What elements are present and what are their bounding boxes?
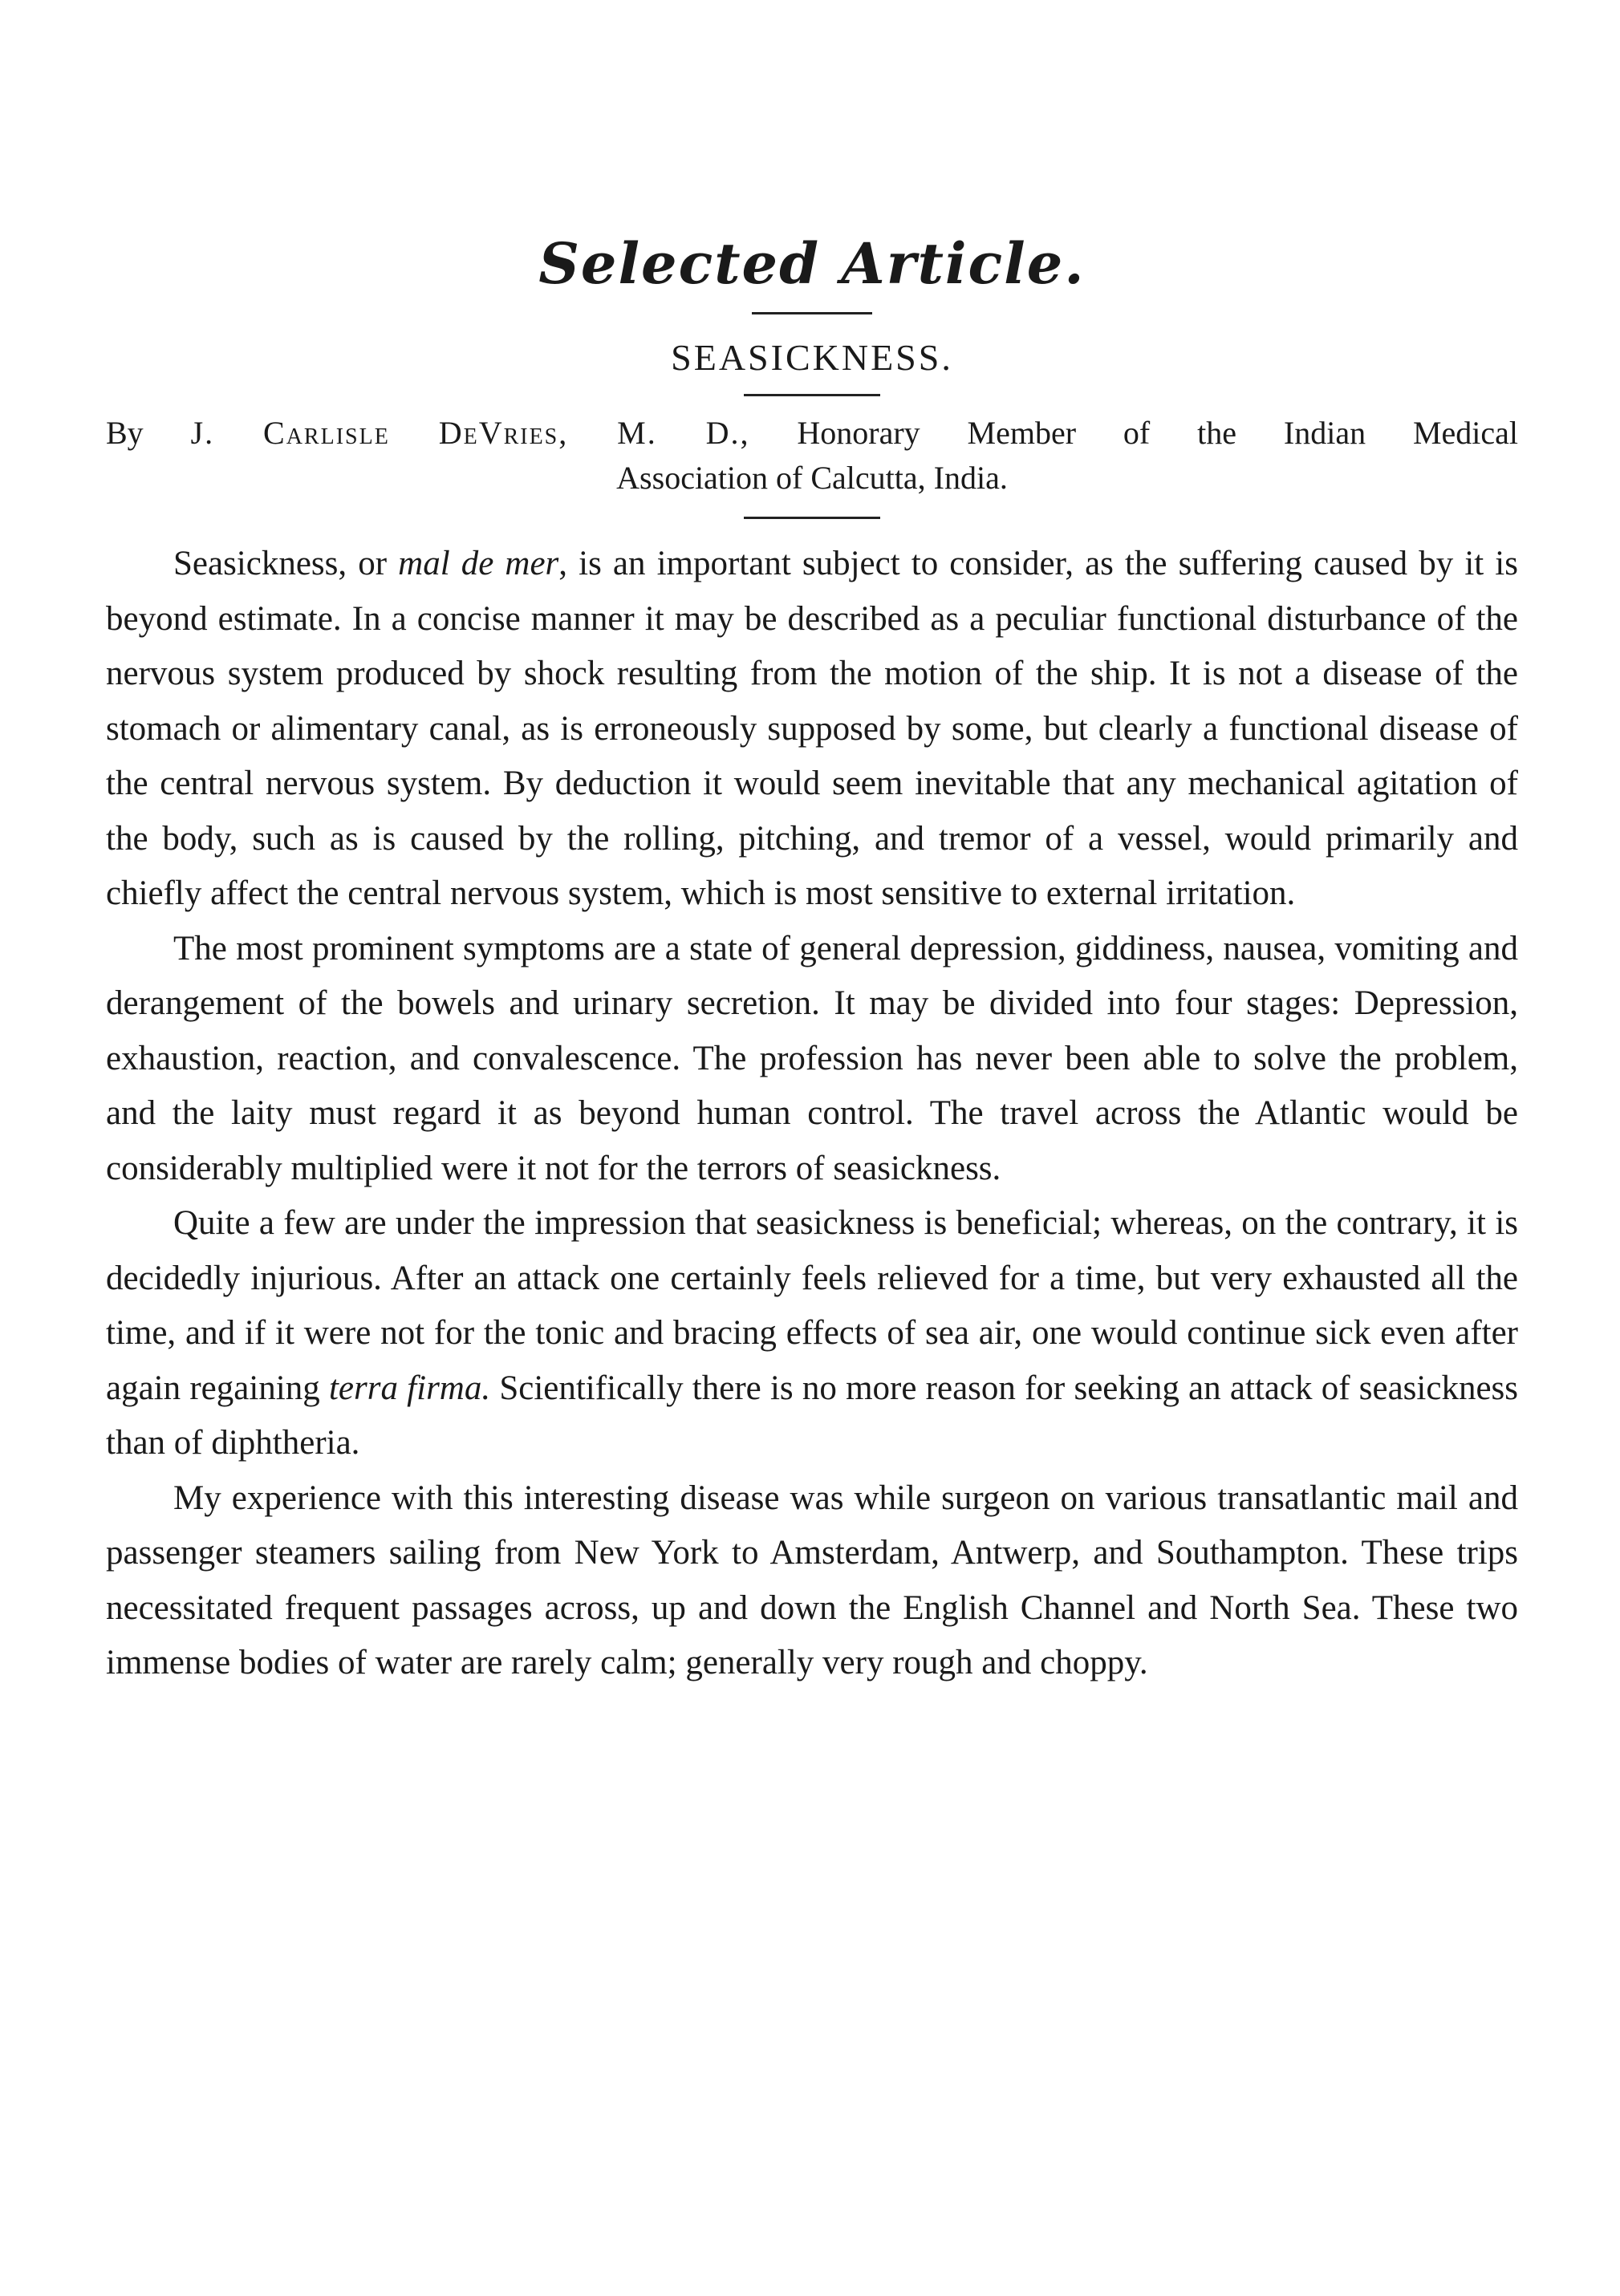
author-affiliation: Honorary Member of the Indian Medical: [797, 415, 1519, 452]
italic-phrase: mal de mer: [398, 545, 559, 583]
byline-prefix: By: [106, 415, 144, 452]
paragraph-text: Seasickness, or: [173, 545, 399, 583]
author-affiliation-cont: Association of Calcutta, India.: [616, 460, 1008, 497]
divider-rule: [744, 517, 880, 519]
paragraph-2: The most prominent symptoms are a state of general depression, giddiness, nausea, vomiting and derangement of the bowels and urinary secretion. It may be divided into four stages: Depression, exhaustion, reaction, and convalescence. The profession has never been able to solve the problem, and the laity must regard it as beyond human control. The travel across the Atlantic would be considerably multiplied were it not for the terrors of seasickness.: [106, 929, 1518, 1187]
paragraph-text: Scientifically there is no more reason for seeking an attack of seasickness than of diphtheria.: [106, 1369, 1518, 1462]
divider-rule: [752, 312, 872, 314]
paragraph-3: [106, 1196, 1518, 1471]
paragraph-text: Quite a few are under the impression that seasickness is beneficial; whereas, on the contrary, it is decidedly injurious. After an attack one certainly feels relieved for a time, but very exhausted all the time, and if it were not for the tonic and bracing effects of sea air, one would continue sick even after again regaining: [106, 1204, 1518, 1407]
paragraph-4: My experience with this interesting disease was while surgeon on various transatlantic mail and passenger steamers sailing from New York to Amsterdam, Antwerp, and Southampton. These trips necessitated frequent passages across, up and down the English Channel and North Sea. These two immense bodies of water are rarely calm; generally very rough and choppy.: [106, 1479, 1518, 1682]
byline: [106, 411, 1518, 456]
divider-rule: [744, 394, 880, 396]
paragraph-text: , is an important subject to consider, as the suffering caused by it is beyond estimate. In a concise manner it may be described as a peculiar functional disturbance of the nervous system produced by shock resulting from the motion of the ship. It is not a disease of the stomach or alimentary canal, as is erroneously supposed by some, but clearly a functional disease of the central nervous system. By deduction it would seem inevitable that any mechanical agitation of the body, such as is caused by the rolling, pitching, and tremor of a vessel, would primarily and chiefly affect the central nervous system, which is most sensitive to external irritation.: [106, 545, 1518, 913]
author-name: J. Carlisle DeVries, M. D.,: [190, 415, 750, 452]
paragraph-1: [106, 537, 1518, 922]
article-page: [106, 230, 1519, 1691]
italic-phrase: terra firma.: [328, 1369, 491, 1407]
article-title: SEASICKNESS.: [671, 337, 953, 378]
section-heading: Selected Article.: [538, 230, 1086, 297]
